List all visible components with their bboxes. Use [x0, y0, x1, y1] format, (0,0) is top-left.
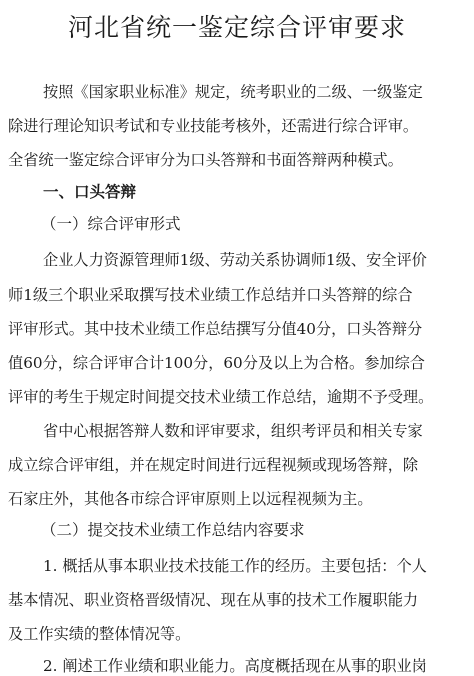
intro-line-1: 按照《国家职业标准》规定，统考职业的二级、一级鉴定 — [43, 83, 423, 101]
intro-line-2: 除进行理论知识考试和专业技能考核外，还需进行综合评审。 — [8, 117, 419, 135]
sub1-body-line-2: 师1级三个职业采取撰写技术业绩工作总结并口头答辩的综合 — [8, 286, 413, 304]
sub2-body-line-3: 及工作实绩的整体情况等。 — [8, 625, 191, 643]
sub1-body-line-4: 值60分，综合评审合计100分，60分及以上为合格。参加综合 — [8, 354, 425, 372]
sub2-body-line-4: 2. 阐述工作业绩和职业能力。高度概括现在从事的职业岗 — [43, 657, 427, 675]
section1-sub2-heading: （二）提交技术业绩工作总结内容要求 — [41, 521, 305, 539]
section1-sub1-heading: （一）综合评审形式 — [41, 215, 181, 233]
sub1-body-line-3: 评审形式。其中技术业绩工作总结撰写分值40分，口头答辩分 — [8, 320, 423, 338]
sub2-body-line-1: 1. 概括从事本职业技术技能工作的经历。主要包括：个人 — [43, 557, 427, 575]
sub1-body-line-8: 石家庄外，其他各市综合评审原则上以远程视频为主。 — [8, 490, 373, 508]
document-title: 河北省统一鉴定综合评审要求 — [67, 13, 406, 42]
sub1-body-line-1: 企业人力资源管理师1级、劳动关系协调师1级、安全评价 — [43, 251, 427, 269]
intro-line-3: 全省统一鉴定综合评审分为口头答辩和书面答辩两种模式。 — [8, 151, 403, 169]
section1-heading: 一、口头答辩 — [43, 183, 137, 201]
sub2-body-line-2: 基本情况、职业资格晋级情况、现在从事的技术工作履职能力 — [8, 591, 419, 609]
sub1-body-line-5: 评审的考生于规定时间提交技术业绩工作总结，逾期不予受理。 — [8, 388, 434, 406]
sub1-body-line-7: 成立综合评审组，并在规定时间进行远程视频或现场答辩，除 — [8, 456, 419, 474]
sub1-body-line-6: 省中心根据答辩人数和评审要求，组织考评员和相关专家 — [43, 422, 423, 440]
